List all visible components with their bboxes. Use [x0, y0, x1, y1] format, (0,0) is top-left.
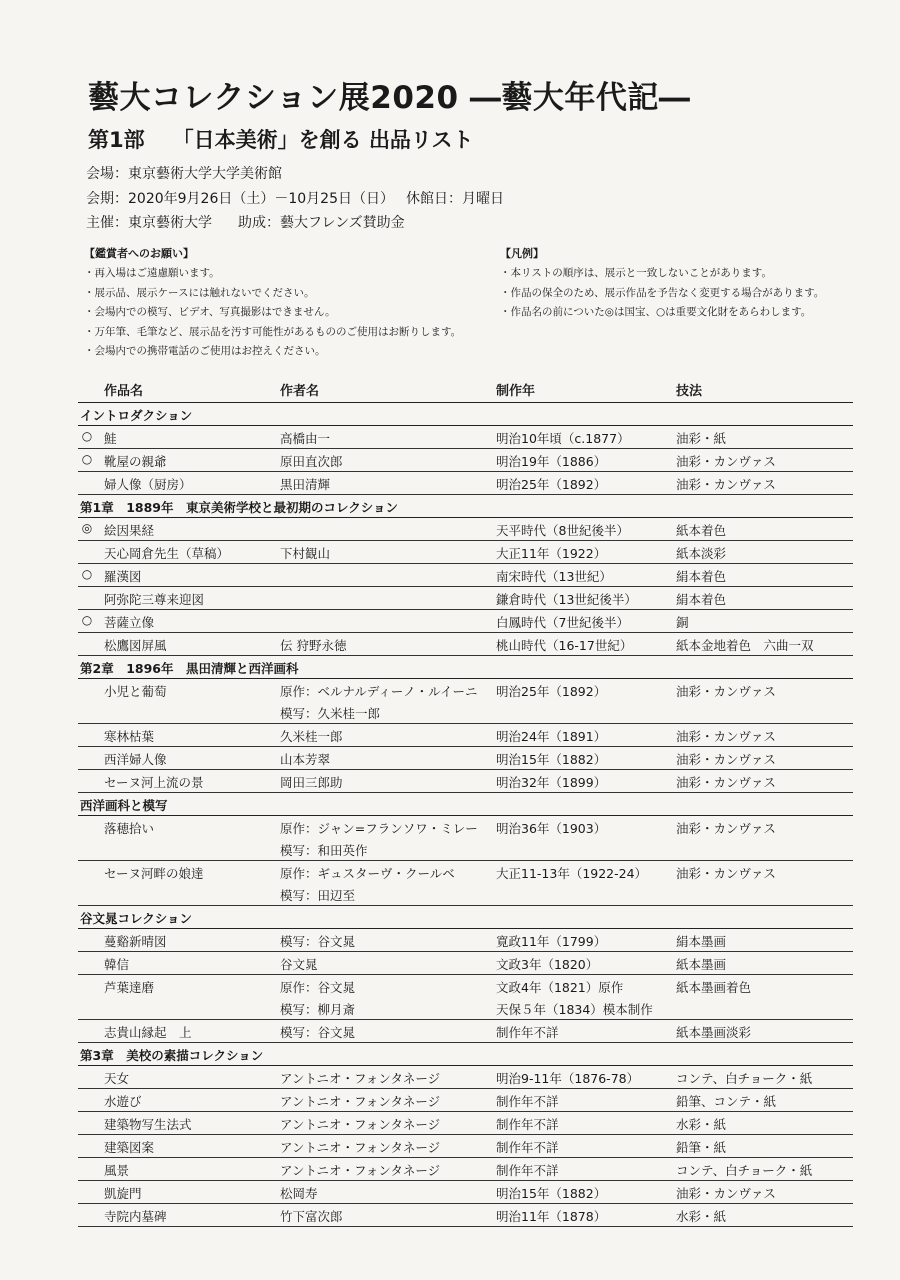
designation-mark: ○ — [81, 613, 93, 627]
table-row — [78, 975, 853, 997]
work-title: 水遊び — [104, 1094, 142, 1109]
section-heading-row — [78, 656, 853, 679]
production-date: 制作年不詳 — [496, 1117, 559, 1132]
technique: 油彩・紙 — [676, 431, 727, 446]
work-title: 鮭 — [104, 431, 117, 446]
artist-name: 模写：久米桂一郎 — [280, 706, 381, 721]
page-subtitle — [88, 124, 474, 154]
work-title: セーヌ河畔の娘達 — [104, 866, 204, 881]
column-header-technique: 技法 — [676, 384, 703, 399]
technique: 油彩・カンヴァス — [676, 866, 776, 881]
work-title: 蔓谿新晴図 — [104, 934, 167, 949]
production-date: 白鳳時代（7世紀後半） — [496, 615, 629, 630]
table-row — [78, 770, 853, 793]
section-heading-row — [78, 1043, 853, 1066]
technique: 水彩・紙 — [676, 1117, 727, 1132]
table-row — [78, 861, 853, 883]
work-title: 天心岡倉先生（草稿） — [104, 546, 230, 561]
legend — [500, 244, 824, 323]
artist-name: 原作：谷文晁 — [280, 980, 356, 995]
artist-name: 伝 狩野永徳 — [280, 638, 347, 653]
artist-name: 模写：谷文晁 — [280, 934, 356, 949]
section-heading-row — [78, 793, 853, 816]
artist-name: 模写：田辺至 — [280, 888, 356, 903]
table-row — [78, 838, 853, 861]
work-title: 小児と葡萄 — [104, 684, 167, 699]
work-title: セーヌ河上流の景 — [104, 775, 204, 790]
technique: 鉛筆、コンテ・紙 — [676, 1094, 777, 1109]
production-date: 明治36年（1903） — [496, 821, 607, 836]
table-row — [78, 883, 853, 906]
production-date: 大正11-13年（1922-24） — [496, 866, 648, 881]
production-date: 天保５年（1834）模本制作 — [496, 1002, 653, 1017]
technique: 油彩・カンヴァス — [676, 1186, 776, 1201]
work-title: 羅漢図 — [104, 569, 142, 584]
production-date: 天平時代（8世紀後半） — [496, 523, 629, 538]
work-title: 天女 — [104, 1071, 130, 1086]
work-title: 風景 — [104, 1163, 130, 1178]
organizer-line — [86, 212, 405, 232]
venue: 会場：東京藝術大学大学美術館 — [86, 166, 282, 182]
section-heading: 谷文晁コレクション — [80, 911, 193, 926]
technique: 紙本淡彩 — [676, 546, 727, 561]
work-title: 凱旋門 — [104, 1186, 142, 1201]
technique: 紙本墨画淡彩 — [676, 1025, 752, 1040]
technique: コンテ、白チョーク・紙 — [676, 1071, 813, 1086]
section-heading-row — [78, 906, 853, 929]
production-date: 明治25年（1892） — [496, 477, 607, 492]
table-row — [78, 518, 853, 541]
technique: 絹本着色 — [676, 569, 727, 584]
artist-name: 模写：谷文晁 — [280, 1025, 356, 1040]
production-date: 制作年不詳 — [496, 1140, 559, 1155]
work-title: 韓信 — [104, 957, 130, 972]
table-header — [78, 374, 853, 403]
column-header-title: 作品名 — [104, 384, 144, 399]
technique: 紙本墨画 — [676, 957, 727, 972]
artist-name: 模写：和田英作 — [280, 843, 368, 858]
list-label: 出品リスト — [368, 128, 474, 152]
artist-name: 高橋由一 — [280, 431, 331, 446]
artist-name: 山本芳翠 — [280, 752, 331, 767]
technique: 銅 — [676, 615, 689, 630]
section-heading: 西洋画科と模写 — [80, 798, 168, 813]
designation-mark: ◎ — [81, 521, 93, 535]
table-row — [78, 747, 853, 770]
work-title: 寒林枯葉 — [104, 729, 155, 744]
work-title: 志貴山縁起 上 — [104, 1025, 192, 1040]
work-title: 婦人像（厨房） — [104, 477, 192, 492]
table-row — [78, 1066, 853, 1089]
legend-item: ・作品の保全のため、展示作品を予告なく変更する場合があります。 — [500, 286, 825, 299]
designation-mark: ○ — [81, 567, 93, 581]
organizer: 主催：東京藝術大学 — [86, 215, 212, 231]
section-heading: イントロダクション — [80, 408, 193, 423]
production-date: 文政4年（1821）原作 — [496, 980, 624, 995]
production-date: 制作年不詳 — [496, 1163, 559, 1178]
table-row — [78, 816, 853, 838]
table-row — [78, 1112, 853, 1135]
request-item: ・会場内での携帯電話のご使用はお控えください。 — [84, 345, 326, 358]
artist-name: 原作：ギュスターヴ・クールベ — [280, 866, 455, 881]
production-date: 寛政11年（1799） — [496, 934, 607, 949]
work-title: 落穂拾い — [104, 821, 155, 836]
table-row — [78, 1204, 853, 1227]
table-row — [78, 633, 853, 656]
technique: 油彩・カンヴァス — [676, 752, 776, 767]
table-row — [78, 679, 853, 701]
period-line — [86, 188, 504, 208]
requests-heading: 【鑑賞者へのお願い】 — [84, 247, 194, 260]
request-item: ・再入場はご遠慮願います。 — [84, 267, 220, 280]
works-table — [78, 403, 853, 1227]
production-date: 明治15年（1882） — [496, 752, 607, 767]
table-row — [78, 724, 853, 747]
artist-name: 松岡寿 — [280, 1186, 318, 1201]
section-heading: 第2章 1896年 黒田清輝と西洋画科 — [80, 661, 299, 676]
technique: 鉛筆・紙 — [676, 1140, 727, 1155]
technique: 水彩・紙 — [676, 1209, 727, 1224]
table-row — [78, 1020, 853, 1043]
section-heading: 第3章 美校の素描コレクション — [80, 1048, 264, 1063]
table-row — [78, 472, 853, 495]
production-date: 桃山時代（16-17世紀） — [496, 638, 633, 653]
artist-name: 下村観山 — [280, 546, 331, 561]
artist-name: 原作：ジャン=フランソワ・ミレー — [280, 821, 478, 836]
technique: 紙本墨画着色 — [676, 980, 752, 995]
production-date: 明治15年（1882） — [496, 1186, 607, 1201]
technique: 絹本墨画 — [676, 934, 727, 949]
technique: 油彩・カンヴァス — [676, 821, 776, 836]
table-row — [78, 1089, 853, 1112]
work-title: 絵因果経 — [104, 523, 155, 538]
part-label: 第1部 — [88, 128, 145, 152]
work-title: 芦葉達磨 — [104, 980, 155, 995]
table-row — [78, 952, 853, 975]
artist-name: 原作：ベルナルディーノ・ルイーニ — [280, 684, 478, 699]
request-item: ・会場内での模写、ビデオ、写真撮影はできません。 — [84, 306, 336, 319]
production-date: 制作年不詳 — [496, 1094, 559, 1109]
technique: 絹本着色 — [676, 592, 727, 607]
work-title: 建築図案 — [104, 1140, 155, 1155]
request-item: ・万年筆、毛筆など、展示品を汚す可能性があるもののご使用はお断りします。 — [84, 325, 462, 338]
production-date: 明治11年（1878） — [496, 1209, 607, 1224]
table-row — [78, 929, 853, 952]
work-title: 菩薩立像 — [104, 615, 155, 630]
artist-name: 久米桂一郎 — [280, 729, 343, 744]
production-date: 制作年不詳 — [496, 1025, 559, 1040]
designation-mark: ○ — [81, 452, 93, 466]
artist-name: アントニオ・フォンタネージ — [280, 1163, 441, 1178]
table-row — [78, 1158, 853, 1181]
designation-mark: ○ — [81, 429, 93, 443]
closed-day: 休館日：月曜日 — [405, 191, 504, 207]
technique: コンテ、白チョーク・紙 — [676, 1163, 813, 1178]
work-title: 靴屋の親爺 — [104, 454, 167, 469]
production-date: 鎌倉時代（13世紀後半） — [496, 592, 637, 607]
table-row — [78, 1135, 853, 1158]
column-header-date: 制作年 — [496, 384, 536, 399]
technique: 油彩・カンヴァス — [676, 454, 776, 469]
production-date: 大正11年（1922） — [496, 546, 607, 561]
technique: 紙本着色 — [676, 523, 727, 538]
artist-name: 模写：柳月斎 — [280, 1002, 356, 1017]
table-row — [78, 449, 853, 472]
support: 助成：藝大フレンズ賛助金 — [238, 215, 405, 231]
table-row — [78, 997, 853, 1020]
artist-name: 竹下富次郎 — [280, 1209, 343, 1224]
page-title: 藝大コレクション展2020 ―藝大年代記― — [88, 80, 691, 116]
table-row — [78, 541, 853, 564]
legend-heading: 【凡例】 — [500, 247, 544, 260]
production-date: 明治10年頃（c.1877） — [496, 431, 630, 446]
technique: 油彩・カンヴァス — [676, 775, 776, 790]
table-row — [78, 610, 853, 633]
artist-name: 谷文晁 — [280, 957, 318, 972]
artist-name: アントニオ・フォンタネージ — [280, 1094, 441, 1109]
legend-item: ・本リストの順序は、展示と一致しないことがあります。 — [500, 267, 772, 280]
visitor-requests — [84, 244, 461, 361]
request-item: ・展示品、展示ケースには触れないでください。 — [84, 286, 315, 299]
production-date: 明治9-11年（1876-78） — [496, 1071, 640, 1086]
artist-name: アントニオ・フォンタネージ — [280, 1117, 441, 1132]
work-title: 寺院内墓碑 — [104, 1209, 167, 1224]
work-title: 建築物写生法式 — [104, 1117, 192, 1132]
artist-name: 原田直次郎 — [280, 454, 343, 469]
production-date: 文政3年（1820） — [496, 957, 599, 972]
period: 会期：2020年9月26日（土）－10月25日（日） — [86, 191, 394, 207]
production-date: 明治25年（1892） — [496, 684, 607, 699]
artist-name: アントニオ・フォンタネージ — [280, 1140, 441, 1155]
production-date: 明治19年（1886） — [496, 454, 607, 469]
table-row — [78, 1181, 853, 1204]
section-heading-row — [78, 403, 853, 426]
part-theme: 「日本美術」を創る — [172, 128, 362, 152]
legend-item: ・作品名の前についた◎は国宝、○は重要文化財をあらわします。 — [500, 306, 812, 319]
section-heading-row — [78, 495, 853, 518]
technique: 油彩・カンヴァス — [676, 477, 776, 492]
artist-name: アントニオ・フォンタネージ — [280, 1071, 441, 1086]
artist-name: 黒田清輝 — [280, 477, 331, 492]
production-date: 明治32年（1899） — [496, 775, 607, 790]
section-heading: 第1章 1889年 東京美術学校と最初期のコレクション — [80, 500, 398, 515]
work-title: 松鷹図屏風 — [104, 638, 167, 653]
technique: 油彩・カンヴァス — [676, 684, 776, 699]
table-row — [78, 426, 853, 449]
table-row — [78, 587, 853, 610]
technique: 紙本金地着色 六曲一双 — [676, 638, 814, 653]
technique: 油彩・カンヴァス — [676, 729, 776, 744]
work-title: 西洋婦人像 — [104, 752, 167, 767]
production-date: 明治24年（1891） — [496, 729, 607, 744]
table-row — [78, 701, 853, 724]
table-row — [78, 564, 853, 587]
work-title: 阿弥陀三尊来迎図 — [104, 592, 205, 607]
production-date: 南宋時代（13世紀） — [496, 569, 612, 584]
artist-name: 岡田三郎助 — [280, 775, 343, 790]
column-header-artist: 作者名 — [280, 384, 320, 399]
